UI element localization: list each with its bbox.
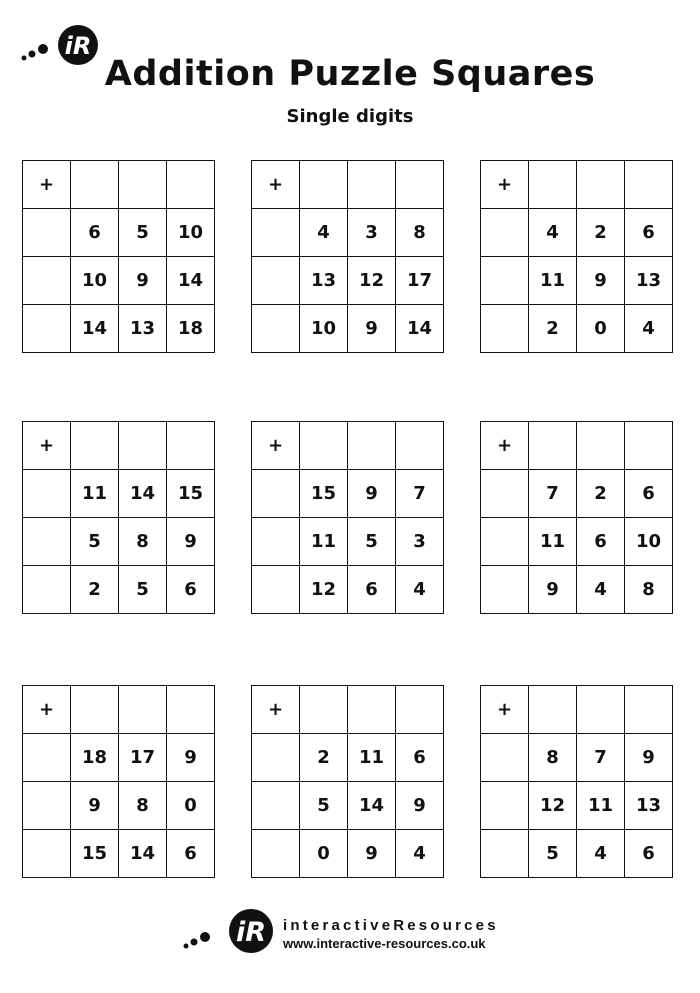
puzzle-square <box>22 421 215 614</box>
sum-cell: 15 <box>167 470 215 518</box>
blank-input-cell[interactable] <box>396 686 444 734</box>
blank-input-cell[interactable] <box>348 686 396 734</box>
puzzle-square <box>480 421 673 614</box>
sum-cell: 18 <box>71 734 119 782</box>
blank-input-cell[interactable] <box>252 518 300 566</box>
sum-cell: 9 <box>167 734 215 782</box>
blank-input-cell[interactable] <box>625 161 673 209</box>
sum-cell: 9 <box>348 830 396 878</box>
sum-cell: 9 <box>577 257 625 305</box>
sum-cell: 4 <box>396 830 444 878</box>
blank-input-cell[interactable] <box>252 257 300 305</box>
blank-input-cell[interactable] <box>577 422 625 470</box>
sum-cell: 11 <box>300 518 348 566</box>
blank-input-cell[interactable] <box>167 161 215 209</box>
blank-input-cell[interactable] <box>252 830 300 878</box>
puzzle-square <box>480 685 673 878</box>
logo-text: iR <box>64 32 92 60</box>
sum-cell: 17 <box>396 257 444 305</box>
blank-input-cell[interactable] <box>481 782 529 830</box>
sum-cell: 3 <box>348 209 396 257</box>
blank-input-cell[interactable] <box>529 161 577 209</box>
sum-cell: 17 <box>119 734 167 782</box>
blank-input-cell[interactable] <box>481 830 529 878</box>
sum-cell: 14 <box>71 305 119 353</box>
sum-cell: 9 <box>396 782 444 830</box>
blank-input-cell[interactable] <box>481 734 529 782</box>
sum-cell: 4 <box>577 566 625 614</box>
sum-cell: 6 <box>167 830 215 878</box>
blank-input-cell[interactable] <box>481 209 529 257</box>
sum-cell: 15 <box>71 830 119 878</box>
page-subtitle: Single digits <box>286 106 414 127</box>
sum-cell: 2 <box>577 470 625 518</box>
blank-input-cell[interactable] <box>300 422 348 470</box>
operator-cell: + <box>252 686 300 734</box>
sum-cell: 10 <box>625 518 673 566</box>
footer-ir-logo <box>182 908 274 954</box>
sum-cell: 6 <box>167 566 215 614</box>
blank-input-cell[interactable] <box>119 686 167 734</box>
blank-input-cell[interactable] <box>577 161 625 209</box>
blank-input-cell[interactable] <box>23 830 71 878</box>
sum-cell: 5 <box>300 782 348 830</box>
sum-cell: 9 <box>71 782 119 830</box>
blank-input-cell[interactable] <box>252 566 300 614</box>
puzzle-square <box>251 685 444 878</box>
sum-cell: 0 <box>167 782 215 830</box>
blank-input-cell[interactable] <box>481 305 529 353</box>
sum-cell: 9 <box>529 566 577 614</box>
sum-cell: 13 <box>300 257 348 305</box>
sum-cell: 11 <box>577 782 625 830</box>
sum-cell: 8 <box>625 566 673 614</box>
sum-cell: 7 <box>396 470 444 518</box>
blank-input-cell[interactable] <box>119 161 167 209</box>
website-url: www.interactive-resources.co.uk <box>283 936 486 951</box>
sum-cell: 2 <box>300 734 348 782</box>
sum-cell: 6 <box>577 518 625 566</box>
sum-cell: 14 <box>119 830 167 878</box>
sum-cell: 2 <box>529 305 577 353</box>
blank-input-cell[interactable] <box>348 422 396 470</box>
sum-cell: 12 <box>529 782 577 830</box>
page-title: Addition Puzzle Squares <box>104 54 596 94</box>
operator-cell: + <box>23 422 71 470</box>
sum-cell: 15 <box>300 470 348 518</box>
operator-cell: + <box>23 686 71 734</box>
blank-input-cell[interactable] <box>348 161 396 209</box>
sum-cell: 11 <box>529 257 577 305</box>
sum-cell: 11 <box>71 470 119 518</box>
sum-cell: 12 <box>300 566 348 614</box>
sum-cell: 4 <box>577 830 625 878</box>
sum-cell: 4 <box>529 209 577 257</box>
sum-cell: 6 <box>625 830 673 878</box>
blank-input-cell[interactable] <box>300 161 348 209</box>
puzzle-square <box>251 160 444 353</box>
sum-cell: 2 <box>577 209 625 257</box>
blank-input-cell[interactable] <box>167 422 215 470</box>
logo-dot <box>200 932 210 942</box>
sum-cell: 8 <box>396 209 444 257</box>
sum-cell: 4 <box>396 566 444 614</box>
blank-input-cell[interactable] <box>529 686 577 734</box>
blank-input-cell[interactable] <box>481 518 529 566</box>
operator-cell: + <box>23 161 71 209</box>
sum-cell: 13 <box>625 782 673 830</box>
blank-input-cell[interactable] <box>625 422 673 470</box>
sum-cell: 4 <box>625 305 673 353</box>
operator-cell: + <box>252 161 300 209</box>
blank-input-cell[interactable] <box>23 518 71 566</box>
blank-input-cell[interactable] <box>119 422 167 470</box>
blank-input-cell[interactable] <box>71 161 119 209</box>
sum-cell: 13 <box>625 257 673 305</box>
sum-cell: 9 <box>119 257 167 305</box>
brand-name: interactiveResources <box>283 917 499 934</box>
blank-input-cell[interactable] <box>23 209 71 257</box>
sum-cell: 14 <box>119 470 167 518</box>
puzzle-square <box>22 160 215 353</box>
blank-input-cell[interactable] <box>252 782 300 830</box>
blank-input-cell[interactable] <box>396 161 444 209</box>
sum-cell: 10 <box>300 305 348 353</box>
logo-text: iR <box>235 917 267 948</box>
blank-input-cell[interactable] <box>71 686 119 734</box>
sum-cell: 11 <box>529 518 577 566</box>
logo-dot <box>184 944 189 949</box>
sum-cell: 9 <box>625 734 673 782</box>
blank-input-cell[interactable] <box>577 686 625 734</box>
blank-input-cell[interactable] <box>23 566 71 614</box>
sum-cell: 9 <box>348 470 396 518</box>
sum-cell: 3 <box>396 518 444 566</box>
blank-input-cell[interactable] <box>23 305 71 353</box>
sum-cell: 18 <box>167 305 215 353</box>
puzzle-square <box>480 160 673 353</box>
sum-cell: 5 <box>119 566 167 614</box>
sum-cell: 14 <box>396 305 444 353</box>
sum-cell: 8 <box>119 518 167 566</box>
sum-cell: 10 <box>167 209 215 257</box>
sum-cell: 6 <box>625 470 673 518</box>
sum-cell: 10 <box>71 257 119 305</box>
puzzle-square <box>22 685 215 878</box>
blank-input-cell[interactable] <box>252 470 300 518</box>
blank-input-cell[interactable] <box>23 782 71 830</box>
blank-input-cell[interactable] <box>252 209 300 257</box>
blank-input-cell[interactable] <box>529 422 577 470</box>
logo-dot <box>191 939 198 946</box>
sum-cell: 4 <box>300 209 348 257</box>
sum-cell: 5 <box>348 518 396 566</box>
blank-input-cell[interactable] <box>23 734 71 782</box>
sum-cell: 6 <box>348 566 396 614</box>
sum-cell: 0 <box>300 830 348 878</box>
blank-input-cell[interactable] <box>396 422 444 470</box>
operator-cell: + <box>481 161 529 209</box>
sum-cell: 5 <box>119 209 167 257</box>
sum-cell: 6 <box>625 209 673 257</box>
blank-input-cell[interactable] <box>23 257 71 305</box>
blank-input-cell[interactable] <box>300 686 348 734</box>
sum-cell: 2 <box>71 566 119 614</box>
sum-cell: 6 <box>396 734 444 782</box>
blank-input-cell[interactable] <box>481 470 529 518</box>
puzzle-square <box>251 421 444 614</box>
sum-cell: 0 <box>577 305 625 353</box>
sum-cell: 11 <box>348 734 396 782</box>
logo-dot <box>38 44 48 54</box>
sum-cell: 14 <box>167 257 215 305</box>
sum-cell: 8 <box>529 734 577 782</box>
blank-input-cell[interactable] <box>71 422 119 470</box>
blank-input-cell[interactable] <box>167 686 215 734</box>
blank-input-cell[interactable] <box>481 566 529 614</box>
sum-cell: 14 <box>348 782 396 830</box>
blank-input-cell[interactable] <box>625 686 673 734</box>
sum-cell: 13 <box>119 305 167 353</box>
sum-cell: 9 <box>348 305 396 353</box>
operator-cell: + <box>481 686 529 734</box>
sum-cell: 8 <box>119 782 167 830</box>
sum-cell: 7 <box>529 470 577 518</box>
sum-cell: 5 <box>71 518 119 566</box>
operator-cell: + <box>252 422 300 470</box>
sum-cell: 9 <box>167 518 215 566</box>
sum-cell: 12 <box>348 257 396 305</box>
sum-cell: 5 <box>529 830 577 878</box>
sum-cell: 7 <box>577 734 625 782</box>
blank-input-cell[interactable] <box>23 470 71 518</box>
blank-input-cell[interactable] <box>481 257 529 305</box>
blank-input-cell[interactable] <box>252 734 300 782</box>
blank-input-cell[interactable] <box>252 305 300 353</box>
sum-cell: 6 <box>71 209 119 257</box>
operator-cell: + <box>481 422 529 470</box>
